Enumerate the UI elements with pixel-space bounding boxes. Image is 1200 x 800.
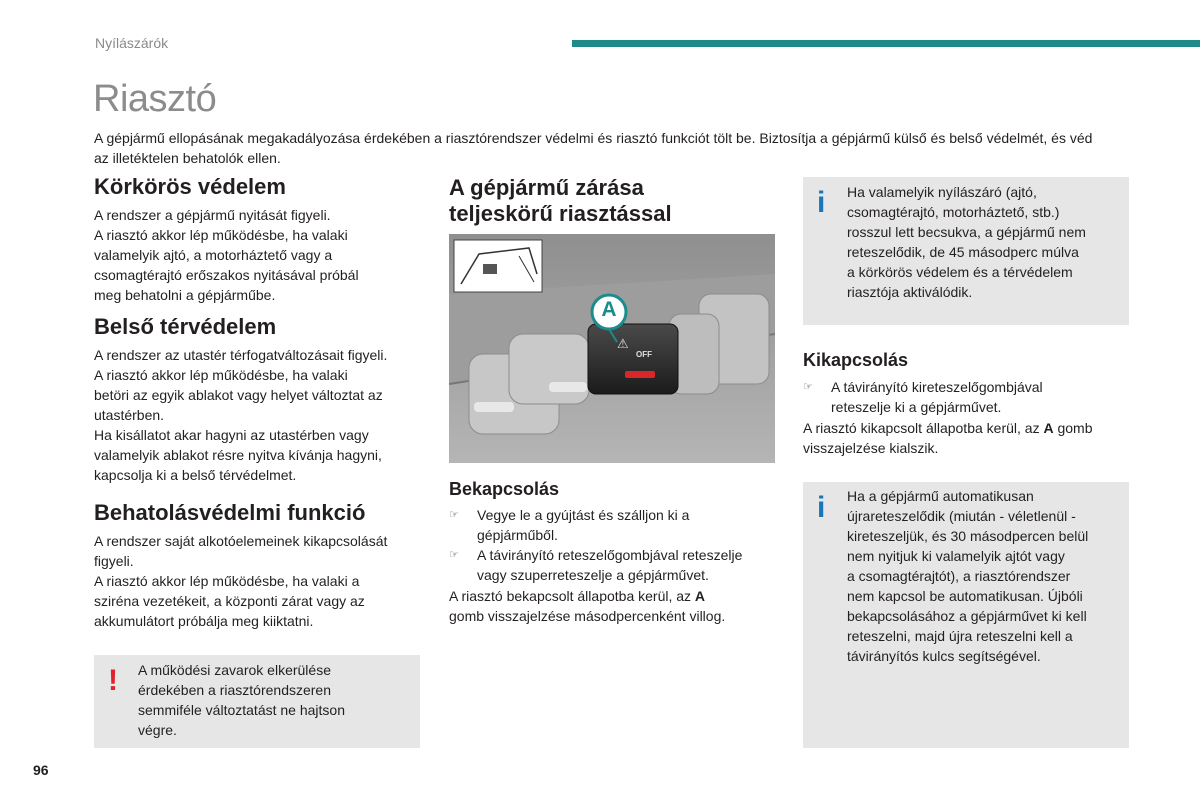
list-item: ☞ A távirányító kireteszelőgombjával reteszelje ki a gépjárművet. <box>803 379 1043 415</box>
page-number: 96 <box>33 762 49 778</box>
activation-heading: Bekapcsolás <box>449 479 560 499</box>
info-box-relock <box>803 482 1129 748</box>
tamper-heading: Behatolásvédelmi funkció <box>94 500 366 525</box>
callout-a-label: A <box>601 298 617 321</box>
interior-heading: Belső térvédelem <box>94 314 277 339</box>
header-accent-bar <box>572 40 1200 47</box>
info-icon: i <box>817 491 826 524</box>
list-item: ☞ A távirányító reteszelőgombjával reteszelje vagy szuperreteszelje a gépjárművet. <box>449 547 743 583</box>
info-box-relock-text: Ha a gépjármű automatikusan újrareteszelődik (miután - véletlenül - kireteszeljük, és 30 másodpercen belül nem nyitjuk ki valamelyik ajtót vagy a csomagtérajtót), a riasztórendszer nem kapcsol be automatikusan. Újbóli bekapcsolásához a gépjárművet ki kell reteszelni, majd újra reteszelni kell a távirányítós kulcs segítségével. <box>847 488 1089 664</box>
info-box-door <box>803 177 1129 325</box>
perimeter-heading: Körkörös védelem <box>94 174 286 199</box>
list-item: ☞ Vegye le a gyújtást és szálljon ki a gépjárműből. <box>449 507 690 543</box>
locking-heading: A gépjármű zárása teljeskörű riasztással <box>449 175 672 226</box>
deactivation-heading: Kikapcsolás <box>803 350 909 370</box>
warning-text: A működési zavarok elkerülése érdekében a riasztórendszeren semmiféle változtatást ne hajtson végre. <box>138 662 345 738</box>
alarm-button <box>588 324 678 394</box>
info-box-door-text: Ha valamelyik nyílászáró (ajtó, csomagtérajtó, motorháztető, stb.) rosszul lett becsukva, a gépjármű nem reteszelődik, de 45 másodperc múlva a körkörös védelem és a térvédelem riasztója aktiválódik. <box>847 184 1086 300</box>
tamper-text: A rendszer saját alkotóelemeinek kikapcsolását figyeli. A riasztó akkor lép működésbe, ha valaki a sziréna vezetékeit, a központi zárat vagy az akkumulátort próbálja meg kiiktatni. <box>94 533 388 629</box>
deactivation-steps <box>803 377 1133 417</box>
deactivation-note: A riasztó kikapcsolt állapotba kerül, az A gomb visszajelzése kialszik. <box>803 420 1093 456</box>
activation-steps <box>449 505 779 585</box>
warning-icon: ! <box>108 664 118 697</box>
alarm-button-photo <box>449 234 775 463</box>
warning-box <box>94 655 420 748</box>
dashboard-illustration <box>449 234 775 463</box>
alarm-button-off-label: OFF <box>636 350 652 359</box>
alarm-button-symbol: ⚠ <box>617 336 629 351</box>
perimeter-text: A rendszer a gépjármű nyitását figyeli. A riasztó akkor lép működésbe, ha valaki valamelyik ajtó, a motorháztető vagy a csomagtérajtó erőszakos nyitásával próbál meg behatolni a gépjárműbe. <box>94 207 359 303</box>
page-title: Riasztó <box>93 78 217 120</box>
intro-paragraph: A gépjármű ellopásának megakadályozása érdekében a riasztórendszer védelmi és riasztó funkciót tölt be. Biztosítja a gépjármű külső és belső védelmét, és véd az illetéktelen behatolók ellen. <box>94 130 1093 166</box>
info-icon: i <box>817 186 826 219</box>
interior-text: A rendszer az utastér térfogatváltozásait figyeli. A riasztó akkor lép működésbe, ha valaki betöri az egyik ablakot vagy helyet változtat az utastérben. Ha kisállatot akar hagyni az utastérben vagy valamelyik ablakot résre nyitva kívánja hagyni, kapcsolja ki a belső térvédelmet. <box>94 347 388 483</box>
section-label: Nyílászárók <box>95 35 169 51</box>
activation-note: A riasztó bekapcsolt állapotba kerül, az A gomb visszajelzése másodpercenként villog. <box>449 588 726 624</box>
